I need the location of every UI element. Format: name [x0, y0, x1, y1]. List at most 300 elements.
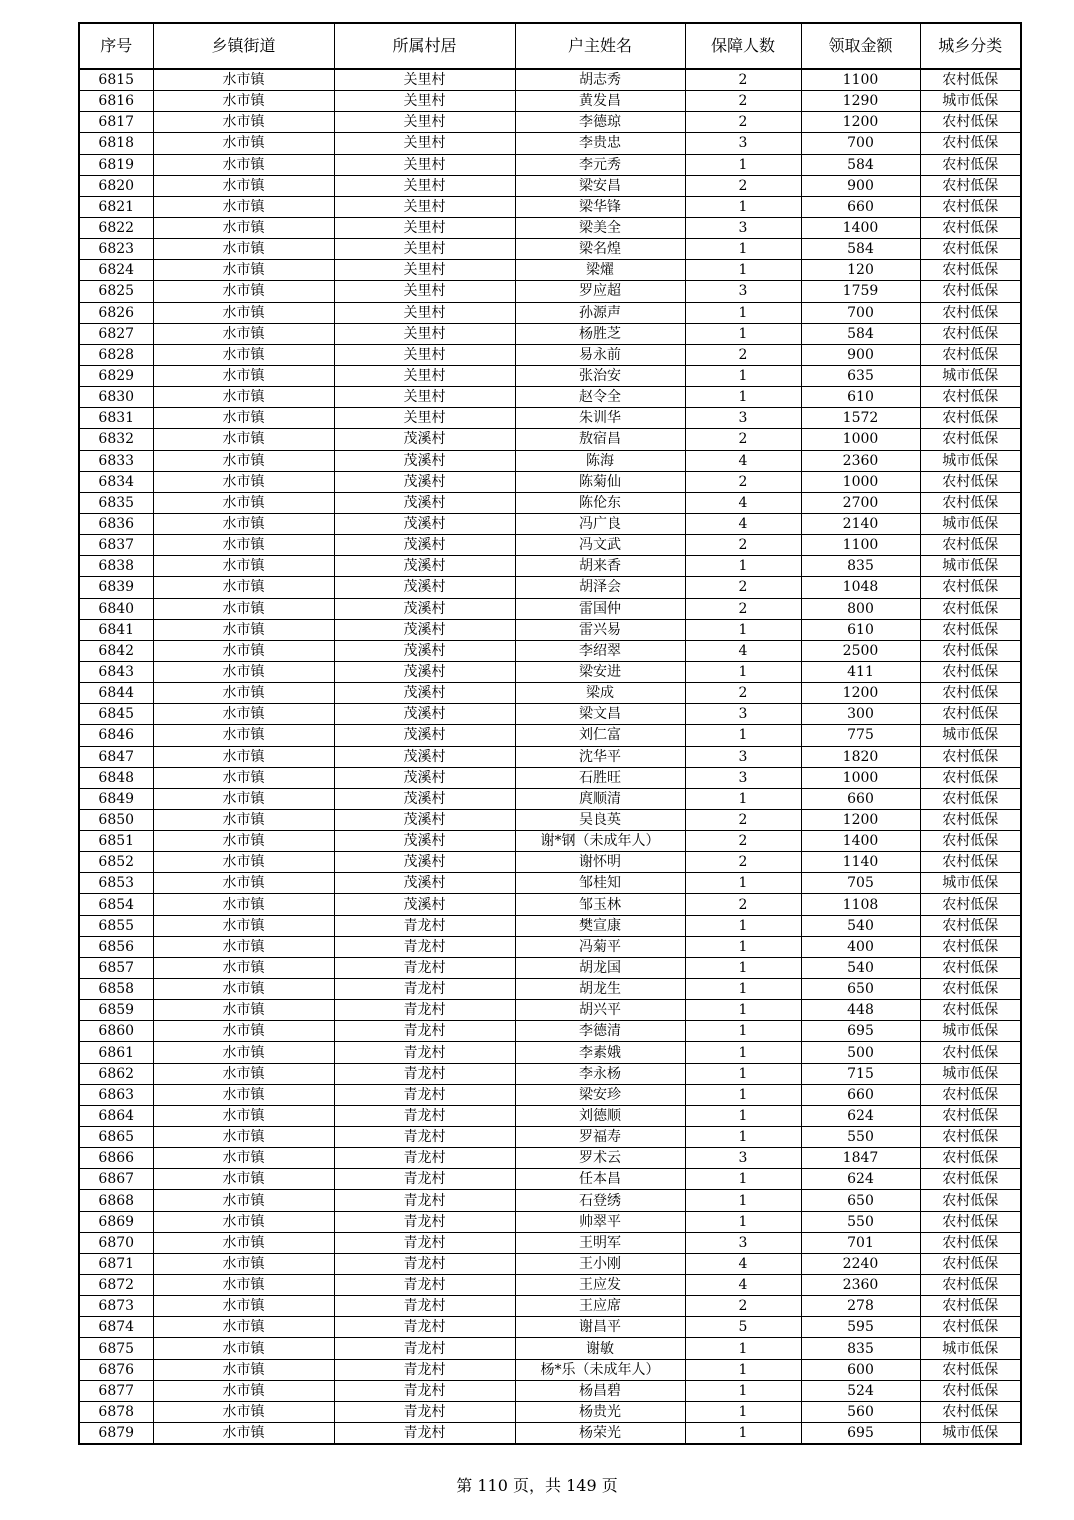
- cell-covered-persons: 1: [685, 1042, 801, 1063]
- cell-covered-persons: 4: [685, 492, 801, 513]
- cell-householder-name: 梁文昌: [515, 704, 685, 725]
- cell-householder-name: 胡兴平: [515, 1000, 685, 1021]
- cell-village: 关里村: [334, 196, 515, 217]
- cell-amount: 540: [801, 915, 920, 936]
- cell-village: 青龙村: [334, 957, 515, 978]
- cell-village: 青龙村: [334, 1317, 515, 1338]
- cell-amount: 500: [801, 1042, 920, 1063]
- cell-amount: 650: [801, 1190, 920, 1211]
- cell-householder-name: 吴良英: [515, 809, 685, 830]
- cell-amount: 695: [801, 1423, 920, 1445]
- cell-serial-number: 6829: [79, 365, 153, 386]
- cell-village: 茂溪村: [334, 788, 515, 809]
- cell-township: 水市镇: [153, 1084, 334, 1105]
- cell-township: 水市镇: [153, 217, 334, 238]
- cell-householder-name: 易永前: [515, 344, 685, 365]
- cell-village: 茂溪村: [334, 873, 515, 894]
- cell-category: 城市低保: [920, 365, 1021, 386]
- table-row: [79, 239, 1021, 260]
- cell-covered-persons: 1: [685, 1380, 801, 1401]
- cell-amount: 600: [801, 1359, 920, 1380]
- cell-covered-persons: 3: [685, 767, 801, 788]
- cell-amount: 1100: [801, 535, 920, 556]
- cell-serial-number: 6870: [79, 1232, 153, 1253]
- cell-township: 水市镇: [153, 979, 334, 1000]
- table-row: [79, 767, 1021, 788]
- cell-householder-name: 王应发: [515, 1275, 685, 1296]
- cell-covered-persons: 2: [685, 683, 801, 704]
- table-row: [79, 725, 1021, 746]
- cell-village: 青龙村: [334, 1275, 515, 1296]
- cell-covered-persons: 2: [685, 429, 801, 450]
- table-row: [79, 450, 1021, 471]
- cell-amount: 900: [801, 344, 920, 365]
- cell-amount: 700: [801, 302, 920, 323]
- cell-township: 水市镇: [153, 852, 334, 873]
- cell-serial-number: 6839: [79, 577, 153, 598]
- cell-householder-name: 黄发昌: [515, 91, 685, 112]
- cell-township: 水市镇: [153, 281, 334, 302]
- table-row: [79, 69, 1021, 91]
- cell-township: 水市镇: [153, 69, 334, 91]
- cell-serial-number: 6864: [79, 1105, 153, 1126]
- table-row: [79, 619, 1021, 640]
- table-row: [79, 640, 1021, 661]
- cell-category: 农村低保: [920, 1253, 1021, 1274]
- table-row: [79, 873, 1021, 894]
- cell-householder-name: 李素娥: [515, 1042, 685, 1063]
- table-row: [79, 1253, 1021, 1274]
- cell-amount: 584: [801, 154, 920, 175]
- table-row: [79, 1211, 1021, 1232]
- cell-category: 农村低保: [920, 1000, 1021, 1021]
- cell-householder-name: 敖宿昌: [515, 429, 685, 450]
- cell-village: 茂溪村: [334, 640, 515, 661]
- cell-householder-name: 李永杨: [515, 1063, 685, 1084]
- cell-serial-number: 6868: [79, 1190, 153, 1211]
- table-row: [79, 1275, 1021, 1296]
- table-row: [79, 513, 1021, 534]
- table-row: [79, 492, 1021, 513]
- cell-covered-persons: 1: [685, 260, 801, 281]
- cell-serial-number: 6843: [79, 661, 153, 682]
- cell-covered-persons: 1: [685, 239, 801, 260]
- cell-township: 水市镇: [153, 556, 334, 577]
- cell-amount: 1572: [801, 408, 920, 429]
- cell-serial-number: 6871: [79, 1253, 153, 1274]
- cell-category: 农村低保: [920, 535, 1021, 556]
- cell-township: 水市镇: [153, 640, 334, 661]
- cell-covered-persons: 1: [685, 619, 801, 640]
- cell-category: 农村低保: [920, 196, 1021, 217]
- cell-householder-name: 梁安昌: [515, 175, 685, 196]
- cell-serial-number: 6851: [79, 831, 153, 852]
- cell-covered-persons: 4: [685, 513, 801, 534]
- cell-township: 水市镇: [153, 535, 334, 556]
- cell-township: 水市镇: [153, 1021, 334, 1042]
- table-row: [79, 894, 1021, 915]
- cell-covered-persons: 1: [685, 873, 801, 894]
- cell-householder-name: 胡来香: [515, 556, 685, 577]
- cell-serial-number: 6850: [79, 809, 153, 830]
- cell-township: 水市镇: [153, 1232, 334, 1253]
- cell-covered-persons: 3: [685, 704, 801, 725]
- cell-category: 城市低保: [920, 873, 1021, 894]
- cell-serial-number: 6876: [79, 1359, 153, 1380]
- cell-householder-name: 梁安珍: [515, 1084, 685, 1105]
- table-row: [79, 915, 1021, 936]
- cell-covered-persons: 2: [685, 112, 801, 133]
- cell-serial-number: 6833: [79, 450, 153, 471]
- cell-amount: 695: [801, 1021, 920, 1042]
- cell-amount: 584: [801, 239, 920, 260]
- cell-householder-name: 杨荣光: [515, 1423, 685, 1445]
- cell-serial-number: 6873: [79, 1296, 153, 1317]
- cell-category: 农村低保: [920, 767, 1021, 788]
- table-row: [79, 661, 1021, 682]
- table-row: [79, 1000, 1021, 1021]
- cell-householder-name: 胡志秀: [515, 69, 685, 91]
- cell-township: 水市镇: [153, 260, 334, 281]
- table-header-row: [79, 23, 1021, 69]
- cell-householder-name: 梁安进: [515, 661, 685, 682]
- cell-amount: 1847: [801, 1148, 920, 1169]
- cell-category: 农村低保: [920, 852, 1021, 873]
- cell-village: 青龙村: [334, 1401, 515, 1422]
- cell-covered-persons: 1: [685, 387, 801, 408]
- cell-serial-number: 6878: [79, 1401, 153, 1422]
- cell-category: 农村低保: [920, 1042, 1021, 1063]
- cell-category: 农村低保: [920, 154, 1021, 175]
- cell-amount: 1759: [801, 281, 920, 302]
- cell-amount: 624: [801, 1105, 920, 1126]
- cell-township: 水市镇: [153, 175, 334, 196]
- cell-covered-persons: 1: [685, 1169, 801, 1190]
- cell-covered-persons: 1: [685, 1338, 801, 1359]
- cell-covered-persons: 5: [685, 1317, 801, 1338]
- cell-village: 茂溪村: [334, 598, 515, 619]
- cell-village: 关里村: [334, 175, 515, 196]
- cell-category: 农村低保: [920, 260, 1021, 281]
- cell-covered-persons: 1: [685, 556, 801, 577]
- cell-serial-number: 6837: [79, 535, 153, 556]
- cell-category: 农村低保: [920, 344, 1021, 365]
- cell-category: 农村低保: [920, 957, 1021, 978]
- cell-serial-number: 6862: [79, 1063, 153, 1084]
- assistance-table: [78, 22, 1022, 1445]
- cell-village: 茂溪村: [334, 513, 515, 534]
- cell-amount: 278: [801, 1296, 920, 1317]
- cell-village: 青龙村: [334, 1148, 515, 1169]
- cell-village: 青龙村: [334, 1359, 515, 1380]
- cell-amount: 1048: [801, 577, 920, 598]
- cell-householder-name: 冯菊平: [515, 936, 685, 957]
- cell-township: 水市镇: [153, 1063, 334, 1084]
- table-row: [79, 1338, 1021, 1359]
- cell-householder-name: 王明军: [515, 1232, 685, 1253]
- table-row: [79, 471, 1021, 492]
- cell-amount: 701: [801, 1232, 920, 1253]
- cell-category: 城市低保: [920, 1021, 1021, 1042]
- table-row: [79, 979, 1021, 1000]
- table-row: [79, 1190, 1021, 1211]
- cell-amount: 1200: [801, 809, 920, 830]
- cell-householder-name: 石胜旺: [515, 767, 685, 788]
- cell-householder-name: 冯文武: [515, 535, 685, 556]
- cell-category: 农村低保: [920, 408, 1021, 429]
- cell-township: 水市镇: [153, 704, 334, 725]
- cell-covered-persons: 2: [685, 69, 801, 91]
- cell-householder-name: 罗术云: [515, 1148, 685, 1169]
- cell-category: 农村低保: [920, 1317, 1021, 1338]
- cell-amount: 800: [801, 598, 920, 619]
- cell-covered-persons: 2: [685, 852, 801, 873]
- cell-category: 农村低保: [920, 704, 1021, 725]
- cell-township: 水市镇: [153, 91, 334, 112]
- cell-householder-name: 王小刚: [515, 1253, 685, 1274]
- cell-township: 水市镇: [153, 387, 334, 408]
- cell-householder-name: 王应席: [515, 1296, 685, 1317]
- cell-covered-persons: 1: [685, 196, 801, 217]
- cell-category: 城市低保: [920, 556, 1021, 577]
- cell-village: 关里村: [334, 365, 515, 386]
- header-village: 所属村居: [334, 23, 515, 69]
- cell-covered-persons: 2: [685, 809, 801, 830]
- cell-serial-number: 6853: [79, 873, 153, 894]
- cell-serial-number: 6838: [79, 556, 153, 577]
- cell-serial-number: 6823: [79, 239, 153, 260]
- cell-township: 水市镇: [153, 788, 334, 809]
- cell-category: 农村低保: [920, 1190, 1021, 1211]
- cell-amount: 660: [801, 196, 920, 217]
- cell-village: 茂溪村: [334, 619, 515, 640]
- cell-village: 关里村: [334, 323, 515, 344]
- cell-amount: 1200: [801, 112, 920, 133]
- cell-covered-persons: 1: [685, 1000, 801, 1021]
- cell-category: 城市低保: [920, 450, 1021, 471]
- cell-category: 农村低保: [920, 1148, 1021, 1169]
- cell-amount: 448: [801, 1000, 920, 1021]
- cell-householder-name: 樊宣康: [515, 915, 685, 936]
- cell-covered-persons: 1: [685, 957, 801, 978]
- cell-householder-name: 李元秀: [515, 154, 685, 175]
- cell-amount: 2700: [801, 492, 920, 513]
- cell-serial-number: 6817: [79, 112, 153, 133]
- cell-amount: 1290: [801, 91, 920, 112]
- cell-serial-number: 6860: [79, 1021, 153, 1042]
- cell-householder-name: 刘德顺: [515, 1105, 685, 1126]
- cell-township: 水市镇: [153, 598, 334, 619]
- cell-village: 青龙村: [334, 1000, 515, 1021]
- header-serial-number: 序号: [79, 23, 153, 69]
- header-amount: 领取金额: [801, 23, 920, 69]
- cell-householder-name: 谢昌平: [515, 1317, 685, 1338]
- cell-amount: 120: [801, 260, 920, 281]
- cell-category: 农村低保: [920, 788, 1021, 809]
- header-covered-persons: 保障人数: [685, 23, 801, 69]
- cell-householder-name: 朱训华: [515, 408, 685, 429]
- table-row: [79, 1127, 1021, 1148]
- cell-township: 水市镇: [153, 1105, 334, 1126]
- cell-serial-number: 6824: [79, 260, 153, 281]
- cell-covered-persons: 4: [685, 1275, 801, 1296]
- cell-serial-number: 6859: [79, 1000, 153, 1021]
- cell-covered-persons: 1: [685, 1423, 801, 1445]
- cell-covered-persons: 2: [685, 598, 801, 619]
- cell-amount: 900: [801, 175, 920, 196]
- cell-amount: 411: [801, 661, 920, 682]
- cell-covered-persons: 1: [685, 725, 801, 746]
- cell-householder-name: 罗应超: [515, 281, 685, 302]
- cell-householder-name: 雷国仲: [515, 598, 685, 619]
- cell-village: 茂溪村: [334, 852, 515, 873]
- cell-serial-number: 6869: [79, 1211, 153, 1232]
- cell-village: 关里村: [334, 217, 515, 238]
- table-row: [79, 217, 1021, 238]
- cell-village: 关里村: [334, 387, 515, 408]
- cell-village: 青龙村: [334, 1105, 515, 1126]
- cell-township: 水市镇: [153, 133, 334, 154]
- cell-householder-name: 刘仁富: [515, 725, 685, 746]
- cell-serial-number: 6835: [79, 492, 153, 513]
- cell-village: 青龙村: [334, 1296, 515, 1317]
- cell-township: 水市镇: [153, 154, 334, 175]
- cell-householder-name: 谢*钢（未成年人）: [515, 831, 685, 852]
- cell-township: 水市镇: [153, 1423, 334, 1445]
- cell-serial-number: 6847: [79, 746, 153, 767]
- cell-householder-name: 李贵忠: [515, 133, 685, 154]
- cell-serial-number: 6818: [79, 133, 153, 154]
- cell-township: 水市镇: [153, 915, 334, 936]
- cell-category: 农村低保: [920, 302, 1021, 323]
- cell-village: 关里村: [334, 344, 515, 365]
- cell-category: 农村低保: [920, 831, 1021, 852]
- table-row: [79, 1021, 1021, 1042]
- table-row: [79, 408, 1021, 429]
- page-footer: 第 110 页，共 149 页: [456, 1476, 618, 1495]
- cell-serial-number: 6841: [79, 619, 153, 640]
- cell-township: 水市镇: [153, 1275, 334, 1296]
- cell-village: 青龙村: [334, 1232, 515, 1253]
- cell-serial-number: 6826: [79, 302, 153, 323]
- cell-serial-number: 6834: [79, 471, 153, 492]
- cell-amount: 1000: [801, 767, 920, 788]
- cell-village: 关里村: [334, 91, 515, 112]
- cell-householder-name: 杨贵光: [515, 1401, 685, 1422]
- cell-township: 水市镇: [153, 344, 334, 365]
- cell-township: 水市镇: [153, 1317, 334, 1338]
- cell-village: 关里村: [334, 408, 515, 429]
- cell-township: 水市镇: [153, 1127, 334, 1148]
- cell-covered-persons: 3: [685, 746, 801, 767]
- cell-householder-name: 梁成: [515, 683, 685, 704]
- cell-category: 农村低保: [920, 1084, 1021, 1105]
- cell-village: 青龙村: [334, 1021, 515, 1042]
- cell-householder-name: 杨昌碧: [515, 1380, 685, 1401]
- table-row: [79, 1232, 1021, 1253]
- cell-category: 农村低保: [920, 936, 1021, 957]
- cell-householder-name: 梁燿: [515, 260, 685, 281]
- cell-serial-number: 6855: [79, 915, 153, 936]
- cell-village: 茂溪村: [334, 661, 515, 682]
- cell-householder-name: 杨*乐（未成年人）: [515, 1359, 685, 1380]
- cell-village: 青龙村: [334, 936, 515, 957]
- table-row: [79, 175, 1021, 196]
- cell-category: 城市低保: [920, 1423, 1021, 1445]
- table-row: [79, 112, 1021, 133]
- table-row: [79, 302, 1021, 323]
- cell-category: 农村低保: [920, 915, 1021, 936]
- cell-amount: 2140: [801, 513, 920, 534]
- cell-covered-persons: 3: [685, 217, 801, 238]
- cell-village: 关里村: [334, 281, 515, 302]
- cell-township: 水市镇: [153, 365, 334, 386]
- cell-amount: 700: [801, 133, 920, 154]
- cell-covered-persons: 1: [685, 1021, 801, 1042]
- cell-amount: 835: [801, 556, 920, 577]
- cell-category: 农村低保: [920, 1127, 1021, 1148]
- cell-amount: 1000: [801, 429, 920, 450]
- cell-village: 关里村: [334, 302, 515, 323]
- cell-covered-persons: 2: [685, 1296, 801, 1317]
- cell-householder-name: 李德清: [515, 1021, 685, 1042]
- cell-amount: 660: [801, 1084, 920, 1105]
- table-row: [79, 1042, 1021, 1063]
- cell-serial-number: 6867: [79, 1169, 153, 1190]
- cell-covered-persons: 1: [685, 1401, 801, 1422]
- table-body: [79, 69, 1021, 1444]
- cell-village: 青龙村: [334, 1211, 515, 1232]
- cell-amount: 2500: [801, 640, 920, 661]
- table-row: [79, 1169, 1021, 1190]
- cell-township: 水市镇: [153, 1169, 334, 1190]
- cell-covered-persons: 1: [685, 1105, 801, 1126]
- cell-covered-persons: 1: [685, 788, 801, 809]
- table-row: [79, 91, 1021, 112]
- cell-householder-name: 梁名煌: [515, 239, 685, 260]
- cell-township: 水市镇: [153, 1296, 334, 1317]
- cell-covered-persons: 2: [685, 91, 801, 112]
- cell-amount: 1820: [801, 746, 920, 767]
- cell-serial-number: 6848: [79, 767, 153, 788]
- cell-amount: 705: [801, 873, 920, 894]
- cell-covered-persons: 1: [685, 1127, 801, 1148]
- cell-householder-name: 胡龙生: [515, 979, 685, 1000]
- cell-village: 关里村: [334, 133, 515, 154]
- cell-householder-name: 梁华锋: [515, 196, 685, 217]
- cell-village: 青龙村: [334, 1338, 515, 1359]
- cell-category: 农村低保: [920, 1232, 1021, 1253]
- table-row: [79, 387, 1021, 408]
- cell-township: 水市镇: [153, 894, 334, 915]
- cell-category: 农村低保: [920, 894, 1021, 915]
- cell-serial-number: 6879: [79, 1423, 153, 1445]
- cell-township: 水市镇: [153, 577, 334, 598]
- cell-serial-number: 6819: [79, 154, 153, 175]
- cell-amount: 540: [801, 957, 920, 978]
- cell-covered-persons: 1: [685, 1211, 801, 1232]
- table-row: [79, 1084, 1021, 1105]
- cell-serial-number: 6815: [79, 69, 153, 91]
- cell-village: 茂溪村: [334, 746, 515, 767]
- cell-category: 农村低保: [920, 471, 1021, 492]
- cell-category: 农村低保: [920, 239, 1021, 260]
- cell-covered-persons: 2: [685, 344, 801, 365]
- table-row: [79, 344, 1021, 365]
- cell-township: 水市镇: [153, 1190, 334, 1211]
- cell-serial-number: 6849: [79, 788, 153, 809]
- cell-serial-number: 6877: [79, 1380, 153, 1401]
